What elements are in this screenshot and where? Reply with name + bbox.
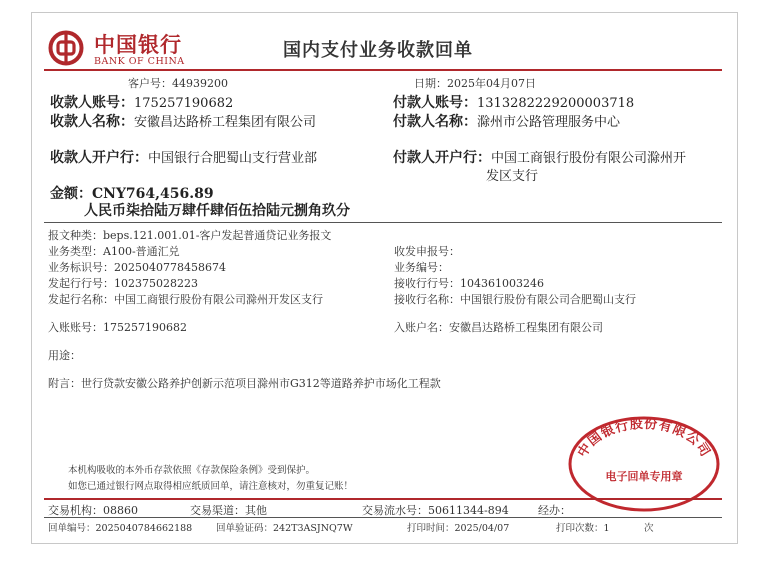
receipt-declaration-no: 收发申报号： <box>394 245 460 258</box>
seal-arc-text: 中国银行股份有限公司 <box>575 416 713 461</box>
payee-account <box>50 92 233 112</box>
payer-account <box>393 92 634 112</box>
receipt-verification-code: 回单验证码：242T3ASJNQ7W <box>216 523 353 534</box>
business-id: 业务标识号：2025040778458674 <box>48 261 226 274</box>
print-count-unit: 次 <box>644 523 654 534</box>
page-title: 国内支付业务收款回单 <box>283 40 473 61</box>
remark: 附言：世行贷款安徽公路养护创新示范项目滁州市G312等道路养护市场化工程款 <box>48 377 441 390</box>
credit-account: 入账账号：175257190682 <box>48 321 187 334</box>
payee-name-label: 收款人名称： <box>50 114 134 130</box>
transaction-serial-no: 交易流水号：50611344-894 <box>362 504 509 517</box>
date <box>414 75 536 91</box>
payee-account-value: 175257190682 <box>134 96 234 111</box>
payer-name <box>393 111 620 131</box>
bank-name-en: BANK OF CHINA <box>94 56 185 67</box>
amount-in-words: 人民币柒拾陆万肆仟肆佰伍拾陆元捌角玖分 <box>84 203 350 219</box>
date-value: 2025年04月07日 <box>447 77 536 90</box>
payer-bank-value-line1: 中国工商银行股份有限公司滁州开 <box>491 151 687 166</box>
payee-bank <box>50 147 317 167</box>
transaction-institution: 交易机构：08860 <box>48 504 138 517</box>
receipt-number: 回单编号：2025040784662188 <box>48 523 193 534</box>
header-divider <box>44 69 722 71</box>
customer-no-label: 客户号： <box>128 77 172 90</box>
payee-account-label: 收款人账号： <box>50 95 134 111</box>
print-time: 打印时间：2025/04/07 <box>407 523 510 534</box>
credit-account-name: 入账户名：安徽昌达路桥工程集团有限公司 <box>394 321 603 334</box>
duplicate-warning-notice: 如您已通过银行网点取得相应纸质回单，请注意核对，勿重复记账！ <box>68 481 354 492</box>
print-count: 打印次数：1 <box>556 523 610 534</box>
payer-account-value: 1313282229200003718 <box>477 96 635 111</box>
payee-bank-label: 收款人开户行： <box>50 150 148 166</box>
payer-bank <box>393 147 686 167</box>
business-no: 业务编号： <box>394 261 449 274</box>
svg-text:中国银行股份有限公司 <box>574 416 713 460</box>
payer-name-label: 付款人名称： <box>393 114 477 130</box>
date-label: 日期： <box>414 77 447 90</box>
receiver-bank-name: 接收行名称：中国银行股份有限公司合肥蜀山支行 <box>394 293 636 306</box>
message-type: 报文种类：beps.121.001.01-客户发起普通贷记业务报文 <box>48 229 332 242</box>
bank-of-china-logo-icon <box>48 30 84 66</box>
customer-no-value: 44939200 <box>172 77 228 90</box>
amount-divider <box>44 222 722 223</box>
footer-divider-bottom <box>44 517 722 518</box>
payee-name-value: 安徽昌达路桥工程集团有限公司 <box>134 115 317 130</box>
payer-account-label: 付款人账号： <box>393 95 477 111</box>
payer-name-value: 滁州市公路管理服务中心 <box>477 115 621 130</box>
payer-bank-label: 付款人开户行： <box>393 150 491 166</box>
payee-name <box>50 111 316 131</box>
business-type: 业务类型：A100-普通汇兑 <box>48 245 180 258</box>
footer-divider-top <box>44 498 722 500</box>
payee-bank-value: 中国银行合肥蜀山支行营业部 <box>148 151 318 166</box>
seal-center-text: 电子回单专用章 <box>605 470 683 483</box>
amount-value: CNY764,456.89 <box>92 186 214 202</box>
bank-name-cn: 中国银行 <box>94 32 182 57</box>
transaction-channel: 交易渠道：其他 <box>190 504 267 517</box>
sender-bank-no: 发起行行号：102375028223 <box>48 277 198 290</box>
payer-bank-value-line2: 发区支行 <box>486 169 539 184</box>
customer-no <box>128 75 228 91</box>
deposit-insurance-notice: 本机构吸收的本外币存款依照《存款保险条例》受到保护。 <box>68 465 316 476</box>
receiver-bank-no: 接收行行号：104361003246 <box>394 277 544 290</box>
sender-bank-name: 发起行名称：中国工商银行股份有限公司滁州开发区支行 <box>48 293 323 306</box>
handler: 经办： <box>538 504 571 517</box>
purpose: 用途： <box>48 349 81 362</box>
amount-label: 金额： <box>50 186 92 202</box>
